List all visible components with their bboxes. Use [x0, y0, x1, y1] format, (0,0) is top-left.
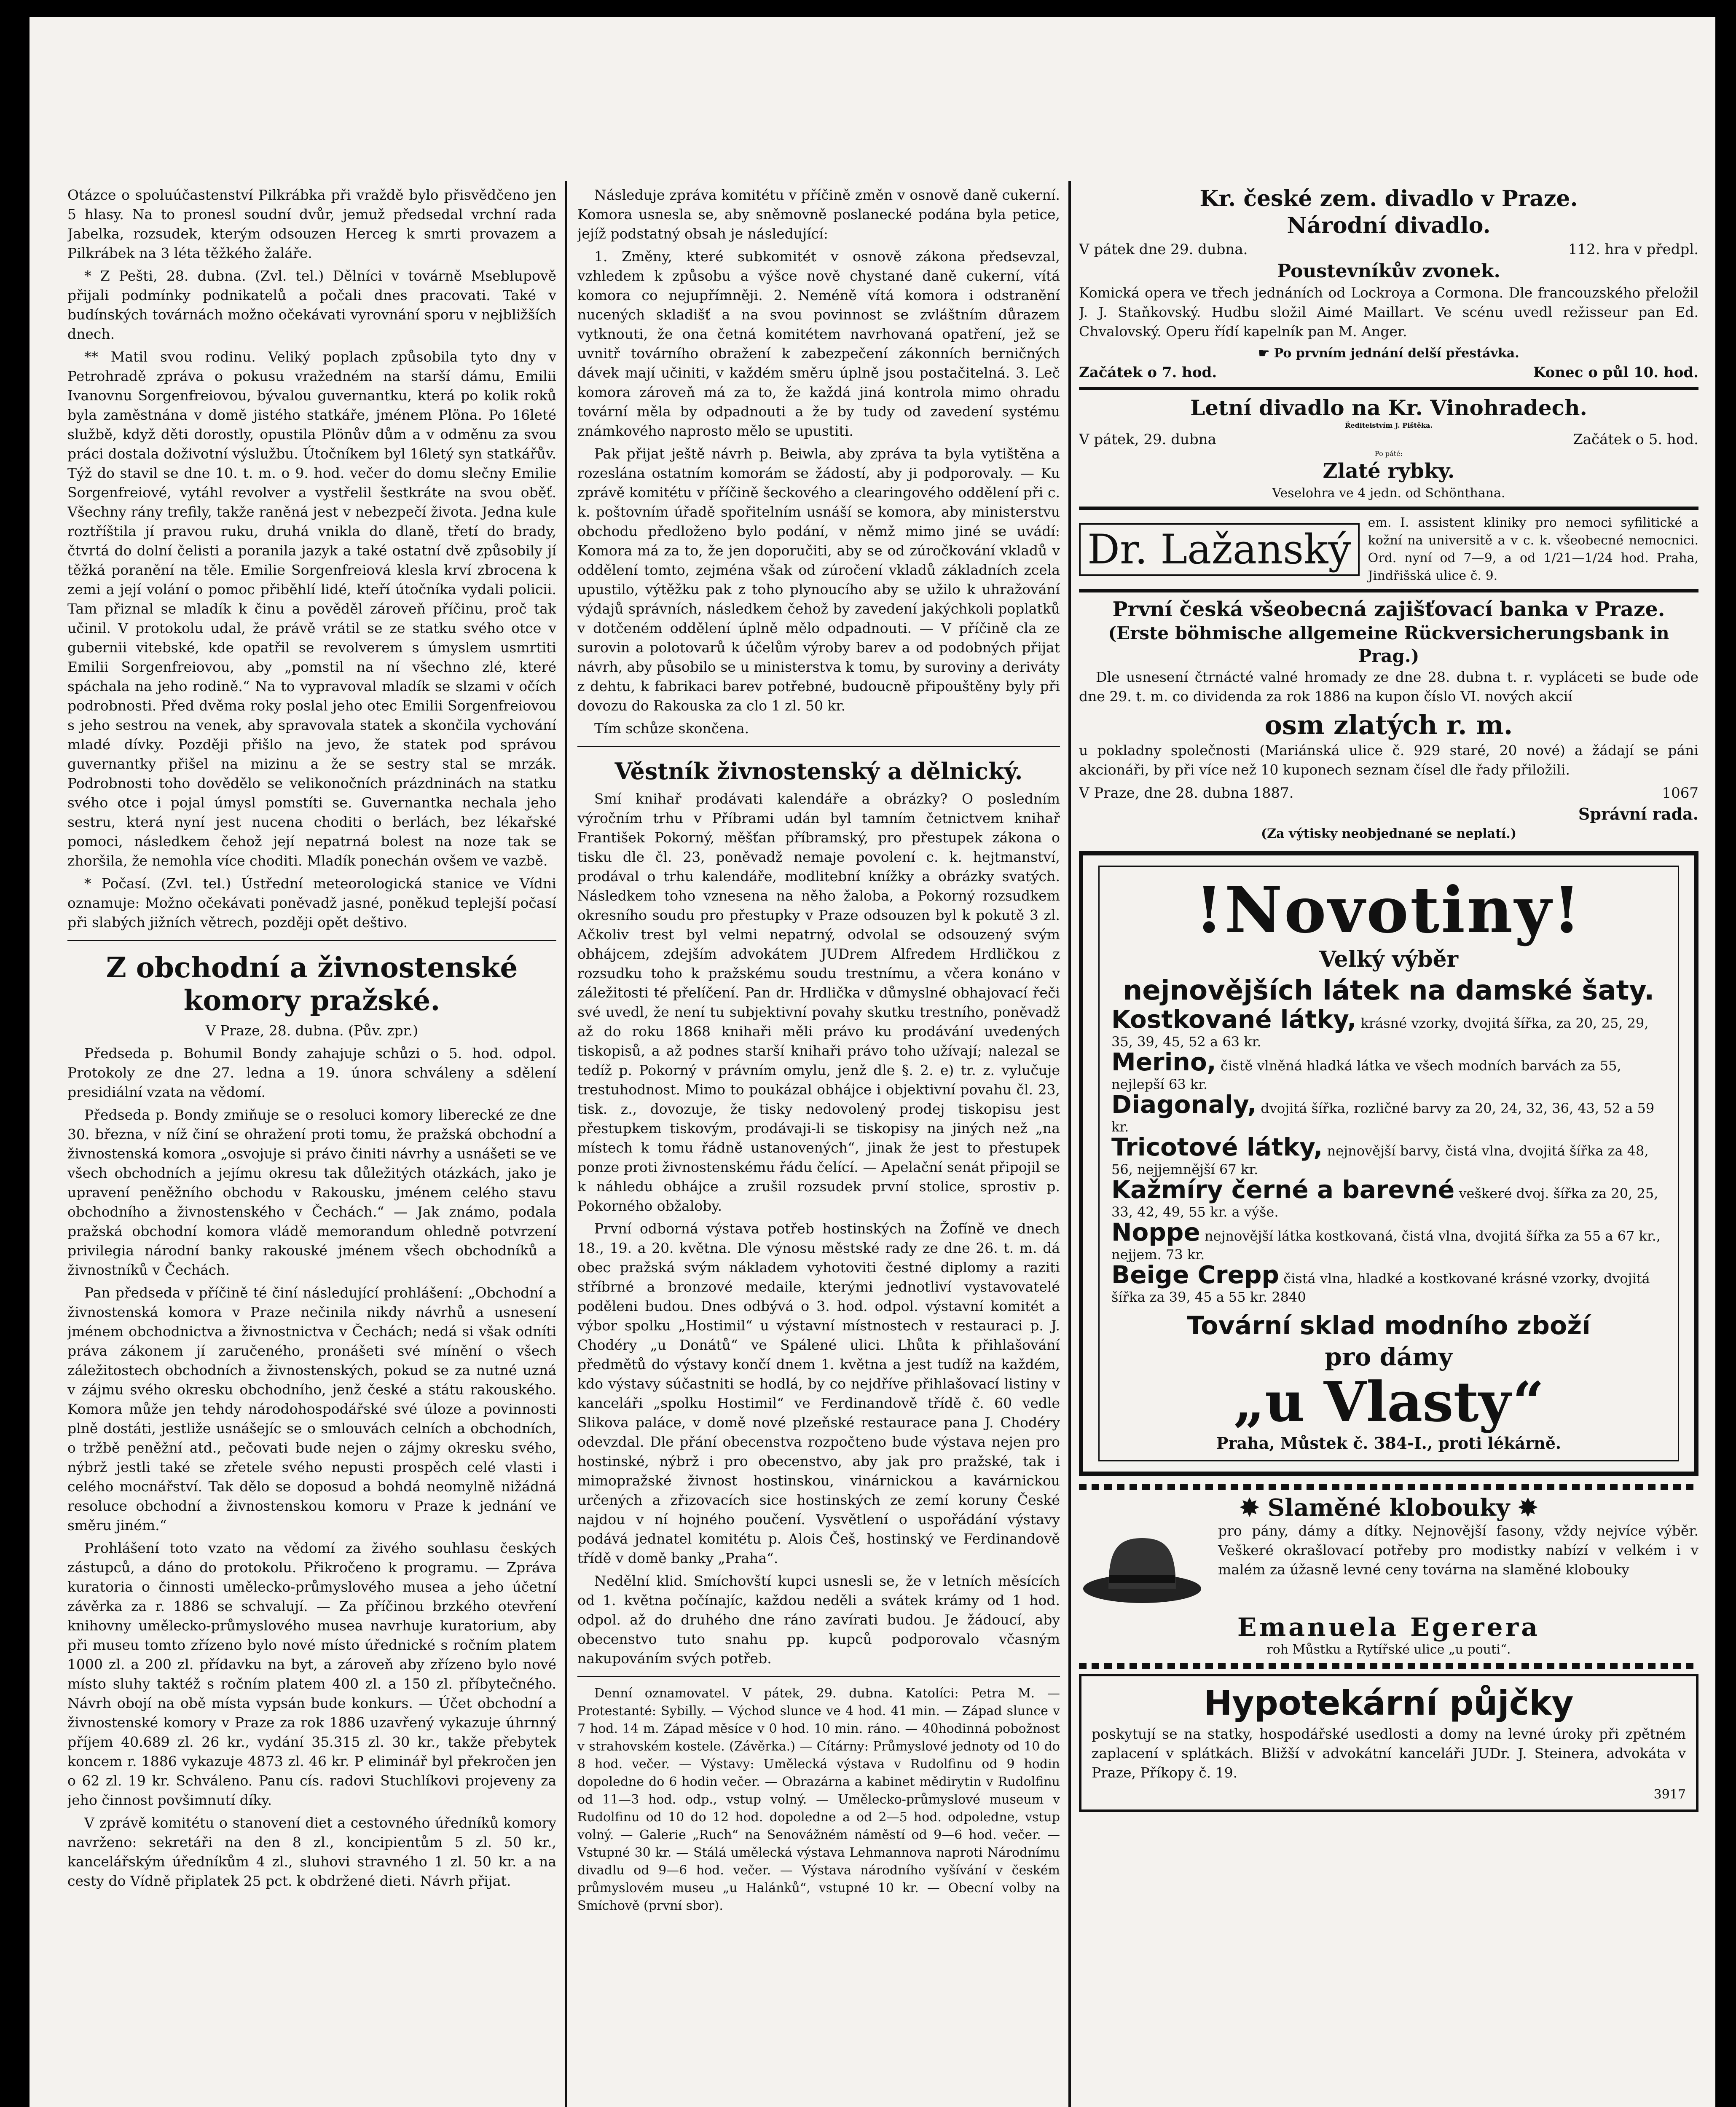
doctor-ad — [1079, 514, 1698, 585]
article-paragraph: * Počasí. (Zvl. tel.) Ústřední meteorologická stanice ve Vídni oznamuje: Možno očekávati poněvadž jasné, poněkud teplejší počasí při slabých jižních větrech, později opět deštivo. — [67, 875, 556, 930]
bank-signer: Správní rada. — [1578, 804, 1698, 823]
ad-number: 2840 — [1272, 1289, 1306, 1305]
bank-date-line — [1079, 783, 1698, 803]
performance-times — [1079, 362, 1698, 383]
star-icon: ✸ — [1240, 1494, 1268, 1522]
product-item: Kostkované látky, krásné vzorky, dvojitá šířka, za 20, 25, 29, 35, 39, 45, 52 a 63 kr. — [1111, 1005, 1649, 1050]
product-item: Merino, čistě vlněná hladká látka ve všech modních barvách za 55, nejlepší 63 kr. — [1111, 1048, 1621, 1092]
hats-ad — [1079, 1494, 1698, 1659]
ornament-border — [1079, 1484, 1698, 1490]
mortgage-text: poskytují se na statky, hospodářské usedlosti a domy na levné úroky při zpětném zaplacení v splátkách. Bližší v advokátní kanceláři JUDr. J. Steinera, advokáta v Praze, Příkopy č. 19. — [1092, 1726, 1686, 1781]
theatre-venue: Národní divadlo. — [1287, 213, 1491, 239]
article-paragraph: Předseda p. Bondy zmiňuje se o resoluci komory liberecké ze dne 30. března, v níž činí se ohražení proti tomu, že pražská obchodní a živnostenská komora „osvojuje si právo činiti návrhy a usnášeti se ve všech obchodních a jejímu okresu tak důležitých otázkách, jako je upravení peněžního obchodu v Rakousku, jménem celého stavu obchodního a živnostenského v Čechách.“ — Jak známo, podala pražská obchodní komora vládě memorandum ohledně potvrzení privilegia národní banky rakouské jménem všech obchodníků a živnostníků v Čechách. — [67, 1107, 556, 1278]
article-paragraph: Smí knihař prodávati kalendáře a obrázky? O posledním výročním trhu v Příbrami udán byl tamním četnictvem knihař František Pokorný, měšťan příbramský, pro přestupek zákona o tisku dle čl. 23, poněvadž nemaje povolení c. k. hejtmanství, prodával o trhu kalendáře, modlitební knížky a obrázky svatých. Následkem toho vznesena na něho žaloba, a Pokorný rozsudkem okresního soudu pro přestupky v Praze odsouzen byl k pokutě 3 zl. Ačkoliv trest byl velmi nepatrný, odvolal se odsouzený svým obhájcem, zdejším advokátem JUDrem Alfredem Hrdličkou z rozsudku toho k pražskému soudu trestnímu, a včera konáno v záležitosti té přelíčení. Pan dr. Hrdlička v důmyslné obhajovací řeči své uvedl, že není tu subjektivní povahy skutku trestního, poněvadž až do roku 1868 knihaři měli právo ku prodávání uvedených tiskopisů, a až podnes starší knihaři právo toho užívají; nalezal se tedíž p. Pokorný v právním omylu, jenž dle §. 2. e) tr. z. vylučuje trestuhodnost. Mimo to poukázal obhájce i objektivní povahu čl. 23, tisk. z., dovozuje, že tisky nedovolený prodej tiskopisu jest přestupkem tiskovým, prodávaji-li se tiskopisy na jiných než „na místech k tomu řádně ustanovených“, jinak že jest to přestupek ponze proti živnostenskému řádu čelící. — Apelační senát připojil se k náhledu obhájce a zrušil rozsudek první stolice, sprostiv p. Pokorného obžaloby. — [577, 791, 1060, 1214]
bank-ad — [1079, 597, 1698, 843]
article-paragraph: 1. Změny, které subkomitét v osnově zákona předsevzal, vzhledem k způsobu a výšce nově chystané daně cukerní, vítá komora co nejupřímněji. 2. Neméně vítá komora i odstranění nucených skladišť a na svou povinnost se zvláštním důrazem vytknouti, že ona četná komitétem navrhovaná opatření, jež se uvnitř továrního obražení k zabezpečení zákonních berničných dávek mají učiniti, v každém směru úplně jsou postačitelná. 3. Leč komora zároveň má za to, že každá jiná kontrola mimo ohradu tovární měla by odpadnouti a že by tudy od zavedení systému známkového naprosto mělo se upustiti. — [577, 248, 1060, 439]
novotiny-subtitle: Velký výběr — [1319, 946, 1459, 972]
hats-body — [1079, 1521, 1698, 1614]
performance-day: Po páté: — [1375, 450, 1403, 458]
article-paragraph: Otázce o spoluúčastenství Pilkrábka při vraždě bylo přisvědčeno jen 5 hlasy. Na to pronesl soudní dvůr, jemuž předsedal vrchní rada Jabelka, rozsudek, kterým odsouzen Herceg k smrti provazem a Pilkrábek na 3 léta těžkého žaláře. — [67, 187, 556, 261]
play-title: Zlaté rybky. — [1323, 459, 1455, 483]
start-time: Začátek o 7. hod. — [1079, 364, 1217, 381]
article-paragraph: První odborná výstava potřeb hostinských na Žofíně ve dnech 18., 19. a 20. května. Dle výnosu městské rady ze dne 26. t. m. dá obec pražská svým nákladem vyhotoviti čestné diplomy a raziti stříbrné a bronzové medaile, kterými jednotliví vystavovatelé poděleni budou. Dnes odbývá o 3. hod. odpol. výstavní komitét a výbor spolku „Hostimil“ u výstavní místnostech v restauraci p. J. Chodéry „u Donátů“ ve Spálené ulici. Lhůta k přihlašování předmětů do výstavy končí dnem 1. května a jest tudíž na každém, kdo výstavy súčastniti se hodlá, by co nejdříve přihlašovací listiny v kanceláři „spolku Hostimil“ ve Ferdinandově třídě č. 60 vedle Slikova paláce, v domě nové plzeňské restaurace pana J. Chodéry odevzdal. Dle přání obecenstva rozpočteno bude výstava nejen pro hostinské, nýbrž i pro obecenstvo, aby jak pro pražské, tak i mimopražské živnost hostinskou, vinárnickou a kavárnickou určených a zřizovacích sice hostinských ze zemí koruny České najdou v ní hojného poučení. Vysvětlení o uspořádání výstavy podává jednatel komitétu p. Alois Češ, hostinský ve Ferdinandově třídě v domě banky „Praha“. — [577, 1220, 1060, 1566]
theatre-title: Kr. české zem. divadlo v Praze. — [1199, 186, 1578, 212]
novotiny-title: !Novotiny! — [1195, 873, 1583, 947]
start-time: Začátek o 5. hod. — [1573, 431, 1698, 448]
article-paragraph: Nedělní klid. Smíchovští kupci usnesli se, že v letních měsících od 1. května počínajíc, každou neděli a svátek krámy od 1 hod. odpol. až do druhého dne ráno zavírati budou. Je žádoucí, aby obecenstvo tuto snahu pp. kupců podporovalo včasným nakupováním svých potřeb. — [577, 1573, 1060, 1667]
performance-date: V pátek, 29. dubna — [1079, 431, 1216, 448]
play-description: Komická opera ve třech jednáních od Lockroya a Cormona. Dle francouzského přeložil J. J. Staňkovský. Hudbu složil Aimé Maillart. Ve scénu uvedl režisseur pan Ed. Chvalovský. Operu řídí kapelník pan M. Anger. — [1079, 284, 1698, 340]
divider — [1079, 387, 1698, 390]
ad-number: 3917 — [1653, 1787, 1686, 1802]
ads-column — [1079, 185, 1698, 2107]
ad-number: 1067 — [1662, 785, 1698, 802]
theatre-director: Ředitelstvím J. Pištěka. — [1345, 421, 1433, 429]
article-paragraph: ** Matil svou rodinu. Veliký poplach způsobila tyto dny v Petrohradě zpráva o pokusu vražedném na starší dámu, Emilii Ivanovnu Sorgenfreiovou, bývalou guvernantku, která po kolik roků byla zaměstnána v domě jistého statkáře, jménem Plöna. Po 16leté službě, když děti dorostly, opustila Plönův dům a v odměnu za svou práci dostala doživotní výslužbu. Útočníkem byl 16letý syn statkářův. Týž do stavil se dne 10. t. m. o 9. hod. večer do domu slečny Emilie Sorgenfreiové, vytáhl revolver a vystřelil šestkráte na svou oběť. Všechny rány trefily, takže raněná jest v nebezpečí života. Jedna kule roztříštila jí pravou ruku, druhá vnikla do dlaně, třetí do brady, čtvrtá do dolní čelisti a poranila jazyk a také ostatní dvě způsobily jí těžká poranění na těle. Emilie Sorgenfreiová klesla krví zbrocena k zemi a její volání o pomoc přiběhlí lidé, kteří útočníka vydali policii. Tam přiznal se mladík k činu a pověděl zároveň příčinu, proč tak učinil. V protokolu udal, že právě vrátil se ze statku svého otce v gubernii vitebské, kde opatřil se revolverem s úmyslem usmrtiti Emilii Sorgenfreiovou, aby „pomstil na ní všechno zlé, které spáchala na jeho rodině.“ Na to vypravoval mladík se slzami v očích podrobnosti. Před dvěma roky poslal jeho otec Emilii Sorgenfreiovou s jeho sestrou na venek, aby spravovala statek a skončila vychování mladé dívky. Později přišlo na jevo, že statek pod správou guvernantky přišel na mizinu a že se sestry stal se mrzák. Podrobnosti toho dovědělo se velikonočních prázdninách na statku svého otce i pojal úmysl pomstíti se. Guvernantka nechala jeho sestru, která nyní jest nucena choditi o berlách, bez lékařské pomoci, následkem čehož její nepatrná bolest na noze tak se zhoršila, že nemohla více choditi. Mladík ponechán ovšem ve vazbě. — [67, 348, 556, 869]
hats-firm: Emanuela Egerera — [1237, 1613, 1540, 1642]
hat-icon — [1079, 1525, 1205, 1610]
novotiny-ad — [1079, 851, 1698, 1476]
mortgage-title: Hypotekární půjčky — [1204, 1683, 1574, 1723]
dateline: V Praze, 28. dubna. (Pův. zpr.) — [205, 1022, 419, 1039]
divider — [577, 746, 1060, 747]
performance-line — [1079, 239, 1698, 260]
article-paragraph: * Z Pešti, 28. dubna. (Zvl. tel.) Dělníci v továrně Mseblupově přijali podmínky podnikatelů a počali dnes pracovati. Také v budínských továrnách možno očekávati vyrovnání sporu v nejbližších dnech. — [67, 268, 556, 342]
novotiny-inner — [1098, 866, 1679, 1461]
store-address: Praha, Můstek č. 384-I., proti lékárně. — [1216, 1434, 1562, 1453]
store-brand: „u Vlasty“ — [1233, 1370, 1544, 1434]
mortgage-ad — [1079, 1674, 1698, 1812]
doctor-name: Dr. Lažanský — [1079, 523, 1360, 576]
intermission-note: ☛ Po prvním jednání delší přestávka. — [1258, 346, 1519, 361]
product-item: Noppe nejnovější látka kostkovaná, čistá vlna, dvojitá šířka za 55 a 67 kr., nejjem. 73 kr. — [1111, 1218, 1661, 1263]
daily-notices: Denní oznamovatel. V pátek, 29. dubna. Katolíci: Petra M. — Protestanté: Sybilly. — Východ slunce ve 4 hod. 41 min. — Západ slunce v 7 hod. 14 m. Západ měsíce v 0 hod. 10 min. ráno. — 40hodinná pobožnost v strahovském kostele. (Závěrka.) — Cítárny: Průmyslové jednoty od 10 do 8 hod. večer. — Výstavy: Umělecká výstava v Rudolfinu od 9 hodin dopoledne do 6 hodin večer. — Obrazárna a kabinet mědirytin v Rudolfinu od 11—3 hod. odp., vstup volný. — Umělecko-průmyslové museum v Rudolfinu od 10 do 12 hod. dopoledne a od 2—5 hod. odpoledne, vstup volný. — Galerie „Ruch“ na Senovážném náměstí od 9—6 hod. večer. — Vstupné 30 kr. — Stálá umělecká výstava Lehmannova naproti Národnímu divadlu od 9—6 hod. večer. — Výstava národního vyšívání v českém průmyslovém museu „u Halánků“, vstupné 10 kr. — Obecní volby na Smíchově (první sbor). — [577, 1686, 1060, 1913]
bank-date: V Praze, dne 28. dubna 1887. — [1079, 785, 1294, 802]
newspaper-page — [30, 17, 1715, 2107]
column-rule — [565, 181, 567, 2107]
section-title: Z obchodní a živnostenské komory pražské. — [106, 951, 518, 1017]
performance-date: V pátek dne 29. dubna. — [1079, 241, 1248, 258]
article-paragraph: V zprávě komitétu o stanovení diet a cestovného úředníků komory navrženo: sekretáři na den 8 zl., koncipientům 5 zl. 50 kr., kancelářským úředníkům 4 zl., sluhovi stravného 1 zl. 50 kr. a na cesty do Vídně připlatek 25 pct. k obdržené dieti. Návrh přijat. — [67, 1815, 556, 1889]
product-item: Beige Crepp čistá vlna, hladké a kostkované krásné vzorky, dvojitá šířka za 39, 45 a 55 kr. 2840 — [1111, 1260, 1650, 1305]
column-2 — [577, 185, 1060, 2107]
bank-notice: Dle usnesení čtrnácté valné hromady ze dne 28. dubna t. r. vypláceti se bude ode dne 29. t. m. co dividenda za rok 1886 na kupon číslo VI. nových akcií — [1079, 669, 1698, 705]
column-1 — [67, 185, 556, 2107]
column-rule — [1068, 181, 1071, 2107]
article-paragraph: Pan předseda v příčině té činí následující prohlášení: „Obchodní a živnostenská komora v Praze nečinila nikdy návrhů a usnesení jménem obchodnictva a živnostnictva v Čechách; nedá si však odníti práva zákonem jí zaručeného, pronášeti své mínění o všech záležitostech obchodních a živnostenských, pokud se za nutné uzná v zájmu svého okresku obchodního, jenž české a státu rakouského. Komora může jen tehdy národohospodářské své úloze a povinnosti plně dostáti, jestliže usnášejíc se o smlouvách celních a obchodních, o tržbě peněžní atd., pečovati bude nejen o zájmy okresku svého, nýbrž jestli také se zřetele svého nepusti prospěch celé vlasti i celého mocnářství. Tak dělo se doposud a bohdá neomylně nižádná resoluce obchodní a živnostenskou komoru v Praze k jednání ve směru jiném.“ — [67, 1284, 556, 1533]
dividend-amount: osm zlatých r. m. — [1264, 710, 1513, 740]
bank-notice-2: u pokladny společnosti (Mariánská ulice č. 929 staré, 20 nové) a žádají se páni akcionáři, by při více než 10 kuponech seznam čísel dle řady přiložili. — [1079, 742, 1698, 778]
bank-subtitle: (Erste böhmische allgemeine Rückversicherungsbank in Prag.) — [1108, 623, 1669, 666]
bank-title: První česká všeobecná zajišťovací banka v Praze. — [1112, 598, 1665, 621]
store-name: Tovární sklad modního zboží — [1187, 1311, 1591, 1340]
article-paragraph: Pak přijat ještě návrh p. Beiwla, aby zpráva ta byla vytištěna a rozeslána ostatním komorám se žádostí, aby ji podporovaly. — Ku zprávě komitétu v příčině šeckového a clearingového oddělení při c. k. poštovním úřadě spořitelním usnáší se komora, aby ministerstvu obchodu předloženo bylo podání, v němž mimo jiné se uvádí: Komora má za to, že jen doporučiti, aby se od zúročkování vkladů v oddělení tomto, zejména však od zúročení vkladů základních zcela upustilo, výtěžku pak z toho plynoucího aby se užilo k uhražování výdajů správních, následkem čehož by zavedení jakýchkoli poplatků v dotčeném oddělení úplně mělo odpadnouti. — V příčině cla ze surovin a polotovarů k účelům výroby barev a od podobných přijat návrh, aby působilo se u ministerstva k tomu, by suroviny a deriváty z dehtu, k fabrikaci barev potřebné, budoucně připouštěny byly při dovozu do Rakouska za clo 1 zl. 50 kr. — [577, 445, 1060, 714]
hats-description: pro pány, dámy a dítky. Nejnovější fasony, vždy nejvíce výběr. Veškeré okrašlovací potřeby pro modistky nabízí v velkém i v malém za úžasně levné ceny továrna na slaměné klobouky — [1218, 1523, 1698, 1578]
play-title: Poustevníkův zvonek. — [1277, 260, 1500, 282]
article-paragraph: Předseda p. Bohumil Bondy zahajuje schůzi o 5. hod. odpol. Protokoly ze dne 27. ledna a 19. února schváleny a sdělení presidiální vzata na vědomí. — [67, 1045, 556, 1100]
novotiny-headline: nejnovějších látek na damské šaty. — [1123, 975, 1655, 1006]
product-item: Diagonaly, dvojitá šířka, rozličné barvy za 20, 24, 32, 36, 43, 52 a 59 kr. — [1111, 1090, 1655, 1135]
doctor-details: em. I. assistent kliniky pro nemoci syfilitické a kožní na universitě a v c. k. všeobecné nemocnici. Ord. nyní od 7—9, a od 1/21—1/24 hod. Praha, Jindřišská ulice č. 9. — [1368, 515, 1698, 583]
performance-number: 112. hra v předpl. — [1568, 241, 1698, 258]
divider — [577, 1676, 1060, 1677]
store-for: pro dámy — [1325, 1343, 1453, 1371]
hats-title: ✸ Slaměné klobouky ✸ — [1240, 1494, 1538, 1522]
theatre-title: Letní divadlo na Kr. Vinohradech. — [1190, 395, 1587, 420]
article-paragraph: Následuje zpráva komitétu v příčině změn v osnově daně cukerní. Komora usnesla se, aby sněmovně poslanecké podána byla petice, jejíž podstatný obsah je následující: — [577, 187, 1060, 242]
divider — [67, 940, 556, 941]
article-paragraph: Prohlášení toto vzato na vědomí za živého souhlasu českých zástupců, a dáno do protokolu. Přikročeno k programu. — Zpráva kuratoria o činnosti umělecko-průmyslového musea a jeho účetní závěrka za r. 1886 se schvalují. — Za příčinou brzkého otevření knihovny umělecko-průmyslového musea navrhuje kuratorium, aby při museu tomto zřízeno bylo nové místo úřednické s ročním platem 1000 zl. a 200 zl. přídavku na byt, a zároveň aby zřízeno bylo nové místo sluhy taktéž s ročním platem 400 zl. a 150 zl. příbytečného. Návrh obojí na obě místa vypsán bude konkurs. — Účet obchodní a živnostenské komory v Praze za rok 1886 uzavřený vykazuje úhrnný příjem 40.689 zl. 26 kr., vydání 35.315 zl. 30 kr., takže přebytek koncem r. 1886 vykazuje 4873 zl. 46 kr. P eliminář byl překročen jen o 62 zl. 19 kr. Schváleno. Panu cís. radovi Stuchlíkovi projeveny za jeho činnost povšimnutí díky. — [67, 1540, 556, 1808]
divider — [1079, 589, 1698, 592]
product-item: Kažmíry černé a barevné veškeré dvoj. šířka za 20, 25, 33, 42, 49, 55 kr. a výše. — [1111, 1175, 1658, 1220]
performance-line — [1079, 429, 1698, 450]
end-time: Konec o půl 10. hod. — [1533, 364, 1698, 381]
hand-icon: ☛ — [1258, 346, 1274, 361]
theatre-ad-vinohrady — [1079, 394, 1698, 502]
article-paragraph: Tím schůze skončena. — [594, 720, 749, 737]
product-item: Tricotové látky, nejnovější barvy, čistá vlna, dvojitá šířka za 48, 56, nejjemnější 67 kr. — [1111, 1133, 1649, 1177]
play-description: Veselohra ve 4 jedn. od Schönthana. — [1272, 486, 1505, 501]
bank-footnote: (Za výtisky neobjednané se neplatí.) — [1261, 826, 1517, 841]
theatre-ad-national — [1079, 185, 1698, 383]
hats-address: roh Můstku a Rytířské ulice „u pouti“. — [1266, 1642, 1511, 1657]
divider — [1079, 507, 1698, 510]
ornament-border — [1079, 1663, 1698, 1669]
section-title: Věstník živnostenský a dělnický. — [614, 758, 1023, 785]
star-icon: ✸ — [1510, 1494, 1538, 1522]
